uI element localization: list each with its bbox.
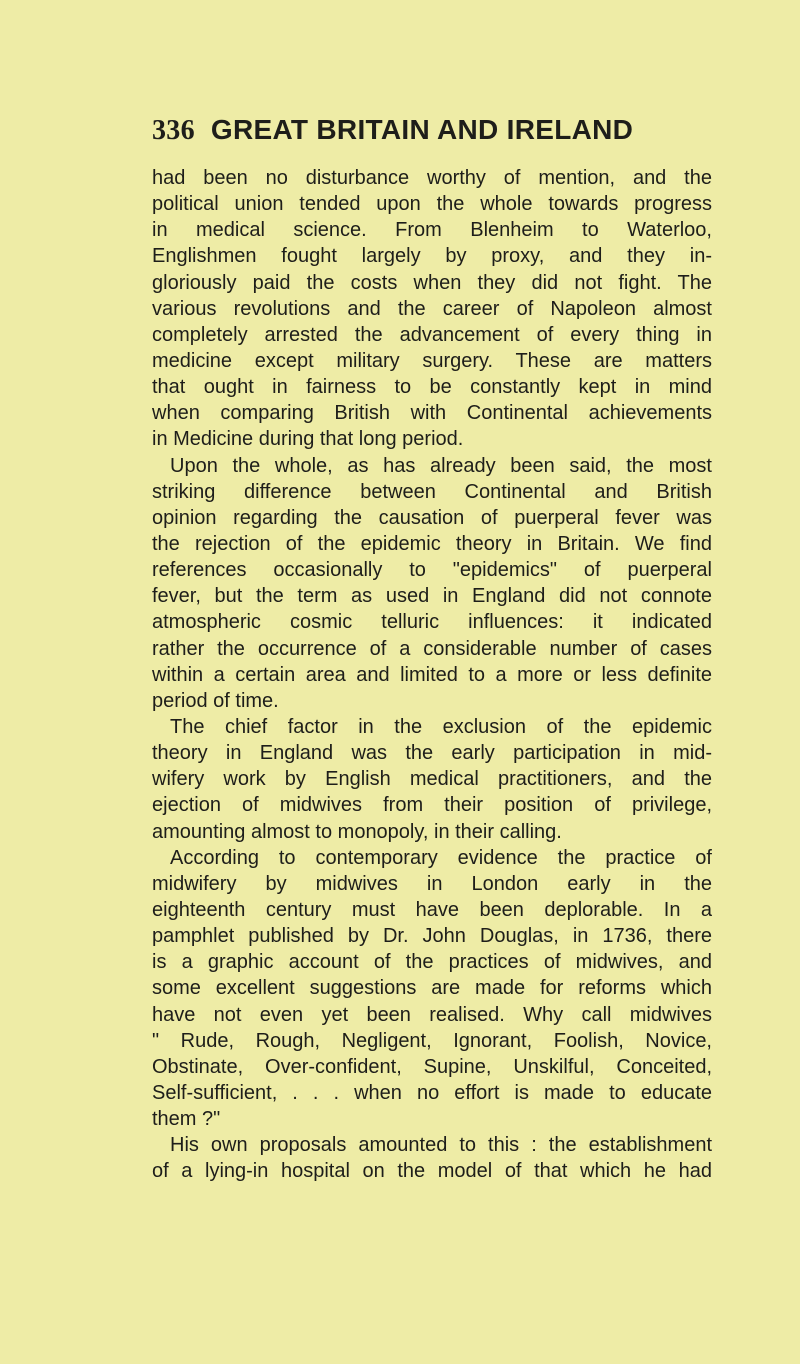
text-line: Upon the whole, as has already been said, the most <box>170 454 712 477</box>
running-header <box>152 114 712 154</box>
text-line: the rejection of the epidemic theory in Britain. We find <box>152 532 712 555</box>
text-line: atmospheric cosmic telluric influences: it indicated <box>152 611 712 634</box>
text-line: rather the occurrence of a considerable number of cases <box>152 637 712 660</box>
text-line: gloriously paid the costs when they did not fight. The <box>152 271 712 294</box>
text-line: ejection of midwives from their position of privilege, <box>152 794 712 817</box>
text-line: is a graphic account of the practices of midwives, and <box>152 951 712 974</box>
text-line: fever, but the term as used in England did not connote <box>152 585 712 608</box>
body-text <box>152 165 712 1184</box>
text-line: midwifery by midwives in London early in the <box>152 872 712 895</box>
text-line: striking difference between Continental and British <box>152 480 712 503</box>
text-line: completely arrested the advancement of every thing in <box>152 323 712 346</box>
running-title: GREAT BRITAIN AND IRELAND <box>210 114 634 145</box>
text-line: within a certain area and limited to a more or less definite <box>152 663 712 686</box>
text-line: political union tended upon the whole towards progress <box>152 193 712 216</box>
text-line: in Medicine during that long period. <box>152 428 464 451</box>
text-line: that ought in fairness to be constantly kept in mind <box>152 376 712 399</box>
text-line: when comparing British with Continental achievements <box>152 402 712 425</box>
text-line: Englishmen fought largely by proxy, and they in- <box>152 245 712 268</box>
text-line: eighteenth century must have been deplorable. In a <box>152 898 712 921</box>
text-line: period of time. <box>152 689 279 712</box>
text-line: His own proposals amounted to this : the establishment <box>170 1134 712 1157</box>
page-number: 336 <box>152 115 195 146</box>
text-line: According to contemporary evidence the practice of <box>170 846 712 869</box>
text-line: opinion regarding the causation of puerperal fever was <box>152 506 712 529</box>
text-line: wifery work by English medical practitioners, and the <box>152 768 712 791</box>
text-line: " Rude, Rough, Negligent, Ignorant, Foolish, Novice, <box>152 1029 712 1052</box>
text-line: have not even yet been realised. Why call midwives <box>152 1003 712 1026</box>
text-line: medicine except military surgery. These are matters <box>152 349 712 372</box>
text-line: various revolutions and the career of Napoleon almost <box>152 297 712 320</box>
text-line: Self-sufficient, . . . when no effort is made to educate <box>152 1081 712 1104</box>
text-line: them ?" <box>152 1108 221 1131</box>
text-line: amounting almost to monopoly, in their calling. <box>152 820 562 843</box>
text-line: in medical science. From Blenheim to Waterloo, <box>152 219 712 242</box>
text-line: theory in England was the early participation in mid- <box>152 742 712 765</box>
text-line: references occasionally to "epidemics" of puerperal <box>152 559 712 582</box>
text-line: some excellent suggestions are made for reforms which <box>152 977 712 1000</box>
text-line: pamphlet published by Dr. John Douglas, in 1736, there <box>152 925 712 948</box>
text-line: The chief factor in the exclusion of the epidemic <box>170 715 712 738</box>
text-line: Obstinate, Over-confident, Supine, Unskilful, Conceited, <box>152 1055 712 1078</box>
text-line: of a lying-in hospital on the model of that which he had <box>152 1160 712 1183</box>
text-line: had been no disturbance worthy of mention, and the <box>152 167 712 189</box>
